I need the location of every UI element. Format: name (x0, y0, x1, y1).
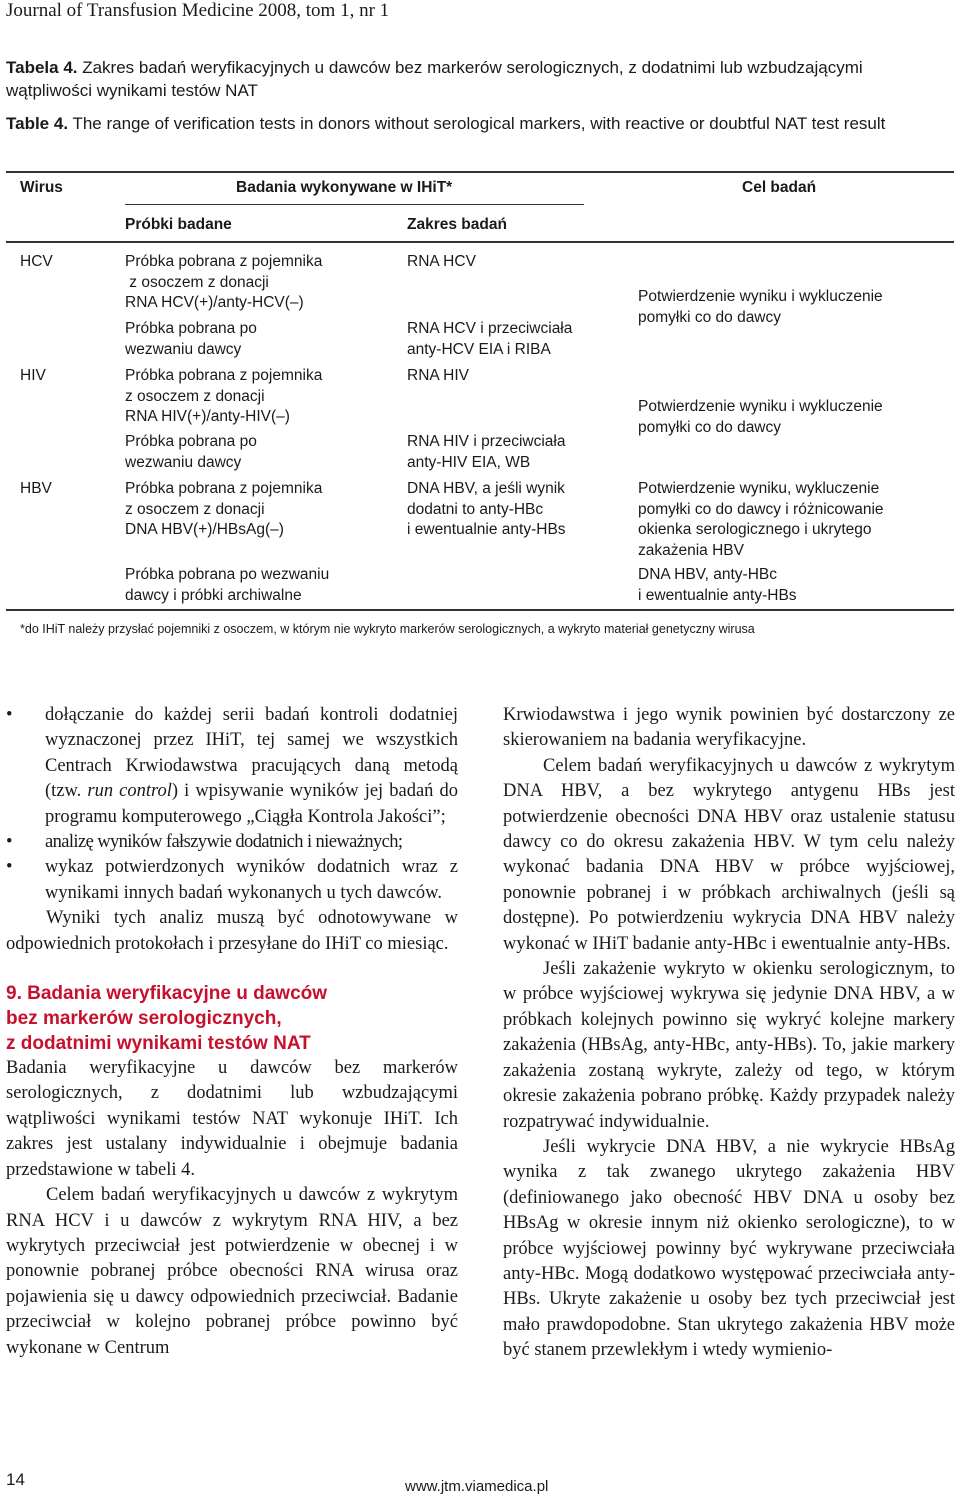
right-column (503, 703, 955, 1364)
header-virus: Wirus (20, 179, 63, 196)
left-column (6, 703, 458, 1361)
row-hiv-purpose: Potwierdzenie wyniku i wykluczenie pomyłki co do dawcy (638, 398, 883, 436)
paragraph-window: Jeśli zakażenie wykryto w okienku serologicznym, to w próbce wyjściowej wykrywa się jedynie DNA HBV, a w próbkach kolejnych powinno się wykryć kolejne markery zakażenia (HBsAg, anty-HBc, anty-HBs). To, jakie markery zakażenia zostaną wykryte, zależy od tego, w którym okresie zakażenia pobrano próbkę. Każdy przypadek należy rozpatrywać indywidualnie. (503, 959, 955, 1132)
row-hiv-virus: HIV (20, 367, 46, 384)
table-bottom-rule (6, 609, 954, 611)
row-hbv-purpose1: Potwierdzenie wyniku, wykluczenie pomyłki co do dawcy i różnicowanie okienka serologicznego i ukrytego zakażenia HBV (638, 480, 884, 559)
page-number: 14 (6, 1470, 25, 1489)
bullet-false-positive: • analizę wyników fałszywie dodatnich i nieważnych; (6, 830, 458, 855)
site-url[interactable]: www.jtm.viamedica.pl (405, 1478, 549, 1495)
row-hcv-purpose: Potwierdzenie wyniku i wykluczenie pomyłki co do dawcy (638, 288, 883, 326)
row-hbv-scope1: DNA HBV, a jeśli wynik dodatni to anty-HBc i ewentualnie anty-HBs (407, 480, 566, 538)
row-hbv-virus: HBV (20, 480, 52, 497)
paragraph-monthly: Wyniki tych analiz muszą być odnotowywane w odpowiednich protokołach i przesyłane do IHiT co miesiąc. (6, 908, 458, 954)
row-hiv-scope2: RNA HIV i przeciwciała anty-HIV EIA, WB (407, 433, 566, 471)
row-hbv-purpose2: DNA HBV, anty-HBc i ewentualnie anty-HBs (638, 566, 797, 604)
header-purpose: Cel badań (742, 179, 817, 196)
table-caption-en: Table 4. The range of verification tests in donors without serological markers, with reactive or doubtful NAT test result (6, 114, 886, 133)
row-hcv-sample2: Próbka pobrana po wezwaniu dawcy (125, 320, 257, 358)
row-hiv-sample1: Próbka pobrana z pojemnika z osoczem z donacji RNA HIV(+)/anty-HIV(–) (125, 367, 323, 425)
row-hiv-sample2: Próbka pobrana po wezwaniu dawcy (125, 433, 257, 471)
bullet-confirmed-list: • wykaz potwierdzonych wyników dodatnich wraz z wynikami innych badań wykonanych u tych dawców. (6, 855, 458, 906)
paragraph-occult: Jeśli wykrycie DNA HBV, a nie wykrycie HBsAg wynika z tak zwanego ukrytego zakażenia HBV (definiowanego jako obecność HBV DNA u osoby bez HBsAg w okresie innym niż okienko serologiczne), to w próbce wyjściowej powinny być wykrywane przeciwciała anty-HBc. Mogą dodatkowo występować przeciwciała anty-HBs. Ukryte zakażenie u osoby bez tych przeciwciał jest mało prawdopodobne. Stan ukrytego zakażenia HBV może być stanem przewlekłym i wtedy wymienio- (503, 1136, 955, 1361)
row-hcv-sample1: Próbka pobrana z pojemnika z osoczem z donacji RNA HCV(+)/anty-HCV(–) (125, 253, 323, 311)
paragraph-hcv-hiv: Celem badań weryfikacyjnych u dawców z wykrytym RNA HCV i u dawców z wykrytym RNA HIV, a bez wykrytych przeciwciał jest potwierdzenie w obecnej i w ponownie pobranej próbce obecności RNA wirusa oraz pojawienia się u dawcy odpowiednich przeciwciał. Badanie przeciwciał w kolejno pobranej próbce powinno być wykonane w Centrum (6, 1185, 458, 1358)
row-hcv-virus: HCV (20, 253, 53, 270)
row-hiv-scope1: RNA HIV (407, 367, 470, 384)
table-caption-pl: Tabela 4. Zakres badań weryfikacyjnych u dawców bez markerów serologicznych, z dodatnimi lub wzbudzającymi wątpliwości wynikami testów NAT (6, 58, 863, 100)
journal-header: Journal of Transfusion Medicine 2008, tom 1, nr 1 (6, 0, 390, 21)
section-heading: 9. Badania weryfikacyjne u dawców bez markerów serologicznych, z dodatnimi wynikami testów NAT (6, 983, 328, 1055)
table-sub-rule (125, 204, 584, 205)
table-footnote: *do IHiT należy przysłać pojemniki z osoczem, w którym nie wykryto markerów serologicznych, a wykryto materiał genetyczny wirusa (20, 622, 755, 636)
table-header-rule (6, 241, 954, 243)
paragraph-hbv-goal: Celem badań weryfikacyjnych u dawców z wykrytym DNA HBV, a bez wykrytego antygenu HBs jest potwierdzenie obecności DNA HBV oraz ustalenie statusu dawcy co do okresu zakażenia HBV. W tym celu należy wykonać badania DNA HBV w próbce wyjściowej, ponownie pobranej i w próbkach archiwalnych (jeśli są dostępne). Po potwierdzeniu wykrycia DNA HBV należy wykonać w IHiT badanie anty-HBc i ewentualnie anty-HBs. (503, 755, 955, 954)
row-hbv-sample1: Próbka pobrana z pojemnika z osoczem z donacji DNA HBV(+)/HBsAg(–) (125, 480, 323, 538)
paragraph-scope: Badania weryfikacyjne u dawców bez markerów serologicznych, z dodatnimi lub wzbudzającymi wątpliwości wynikami testów NAT wykonuje IHiT. Ich zakres jest ustalany indywidualnie i obejmuje badania przedstawione w tabeli 4. (6, 1058, 458, 1180)
table-top-rule (6, 171, 954, 173)
row-hcv-scope1: RNA HCV (407, 253, 476, 270)
header-tests: Badania wykonywane w IHiT* (236, 179, 453, 196)
bullet-run-control: • dołączanie do każdej serii badań kontroli dodatniej wyznaczonej przez IHiT, tej samej we wszystkich Centrach Krwiodawstwa pracujących daną metodą (tzw. run control) i wpisywanie wyników jej badań do programu komputerowego „Ciągła Kontrola Jakości”; (6, 703, 458, 830)
row-hbv-sample2: Próbka pobrana po wezwaniu dawcy i próbki archiwalne (125, 566, 330, 604)
header-samples: Próbki badane (125, 216, 232, 233)
header-scope: Zakres badań (407, 216, 507, 233)
paragraph-continuation: Krwiodawstwa i jego wynik powinien być dostarczony ze skierowaniem na badania weryfikacyjne. (503, 705, 955, 751)
row-hcv-scope2: RNA HCV i przeciwciała anty-HCV EIA i RIBA (407, 320, 573, 358)
